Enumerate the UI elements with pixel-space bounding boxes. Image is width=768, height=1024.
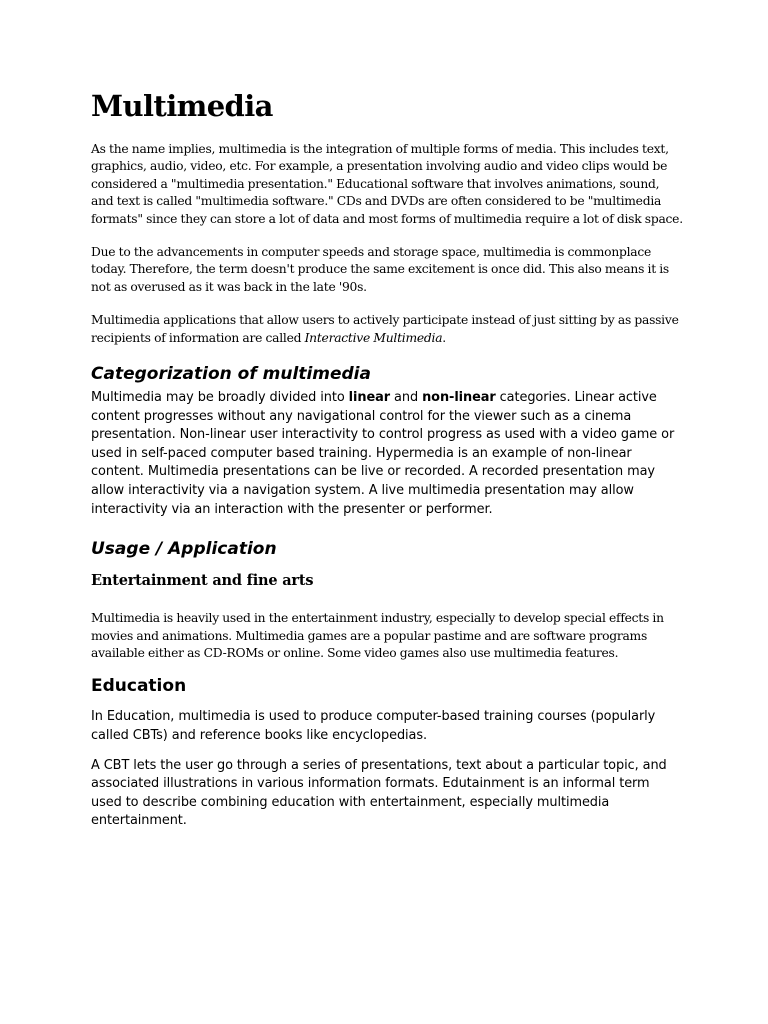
education-paragraph-2: A CBT lets the user go through a series of presentations, text about a particular topic, and associated illustrations in various information formats. Edutainment is an informal term used to describe combining education with entertainment, especially multimedia entertainment. [91,757,667,829]
education-paragraph-1: In Education, multimedia is used to produce computer-based training courses (popularly called CBTs) and reference books like encyclopedias. [91,709,656,744]
education-heading: Education [91,676,187,697]
categorization-text-3: categories. Linear active content progresses without any navigational control for the viewer such as a cinema presentation. Non-linear user interactivity to control progress as used with a video game or used in self-paced computer based training. Hypermedia is an example of non-linear content. Multimedia presentations can be live or recorded. A recorded presentation may allow interactivity via a navigation system. A live multimedia presentation may allow interactivity via an interaction with the presenter or performer. [91,390,675,517]
usage-heading: Usage / Application [91,539,277,560]
categorization-text-2: and [390,390,423,406]
entertainment-heading: Entertainment and fine arts [91,572,314,590]
intro-paragraph-3-end: . [442,330,446,345]
page-title: Multimedia [91,89,273,123]
intro-paragraph-1: As the name implies, multimedia is the integration of multiple forms of media. This includes text, graphics, audio, video, etc. For example, a presentation involving audio and video clips would be considered a "multimedia presentation." Educational software that involves animations, sound, and text is called "multimedia software." CDs and DVDs are often considered to be "multimedia formats" since they can store a lot of data and most forms of multimedia require a lot of disk space. [91,142,683,226]
non-linear-term: non-linear [422,390,496,406]
entertainment-paragraph: Multimedia is heavily used in the entertainment industry, especially to develop special effects in movies and animations. Multimedia games are a popular pastime and are software programs available either as CD-ROMs or online. Some video games also use multimedia features. [91,611,664,661]
intro-paragraph-3 [91,312,683,347]
document-page [91,86,683,831]
interactive-multimedia-term: Interactive Multimedia [304,330,443,345]
linear-term: linear [348,390,391,406]
categorization-text-1: Multimedia may be broadly divided into [91,390,349,406]
categorization-paragraph [91,389,683,519]
intro-paragraph-2: Due to the advancements in computer speeds and storage space, multimedia is commonplace today. Therefore, the term doesn't produce the same excitement is once did. This also means it is not as overused as it was back in the late '90s. [91,245,669,294]
intro-paragraph-3-text: Multimedia applications that allow users to actively participate instead of just sitting by as passive recipients of information are called [91,313,679,345]
categorization-heading: Categorization of multimedia [91,364,371,385]
